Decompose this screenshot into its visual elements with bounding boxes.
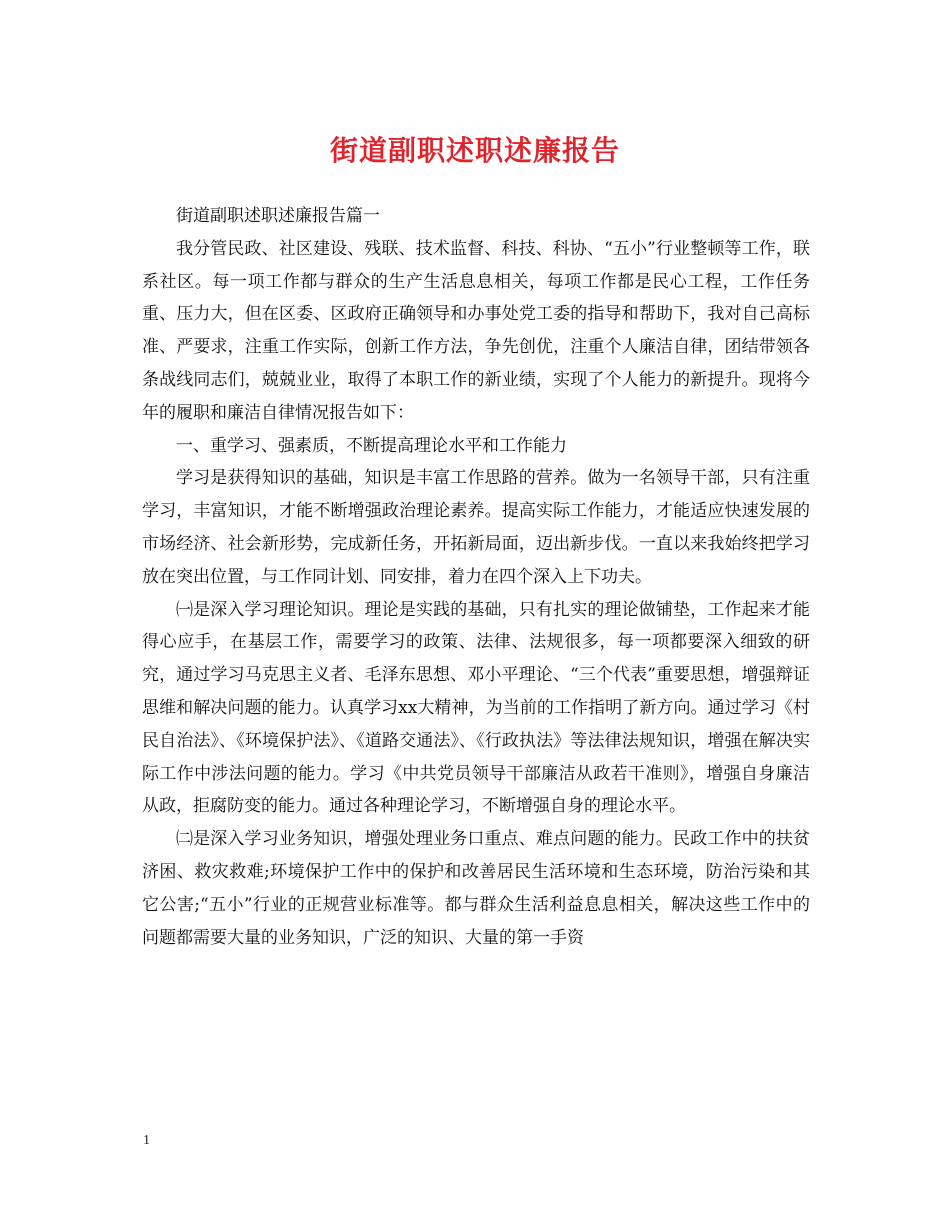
section-heading-study: 一、重学习、强素质，不断提高理论水平和工作能力: [176, 435, 567, 456]
theory-study-paragraph: ㈠是深入学习理论知识。理论是实践的基础，只有扎实的理论做铺垫，工作起来才能得心应手，在基层工作，需要学习的政策、法律、法规很多，每一项都要深入细致的研究，通过学习马克思主义者、毛泽东思想、邓小平理论、“三个代表”重要思想，增强辩证思维和解决问题的能力。认真学习xx大精神，为当前的工作指明了新方向。通过学习《村民自治法》、《环境保护法》、《道路交通法》、《行政执法》等法律法规知识，增强在解决实际工作中涉法问题的能力。学习《中共党员领导干部廉洁从政若干准则》，增强自身廉洁从政，拒腐防变的能力。通过各种理论学习，不断增强自身的理论水平。: [142, 599, 810, 817]
business-study-paragraph: ㈡是深入学习业务知识，增强处理业务口重点、难点问题的能力。民政工作中的扶贫济困、救灾救难;环境保护工作中的保护和改善居民生活环境和生态环境，防治污染和其它公害;“五小”行业的正规营业标准等。都与群众生活利益息息相关，解决这些工作中的问题都需要大量的业务知识，广泛的知识、大量的第一手资: [142, 829, 810, 948]
document-body: [142, 200, 810, 954]
section-heading-part-one: 街道副职述职述廉报告篇一: [176, 206, 380, 226]
page-title: 街道副职述职述廉报告: [329, 134, 620, 167]
page-number: 1: [143, 1133, 150, 1148]
intro-paragraph: 我分管民政、社区建设、残联、技术监督、科技、科协、“五小”行业整顿等工作，联系社区。每一项工作都与群众的生产生活息息相关，每项工作都是民心工程，工作任务重、压力大，但在区委、区政府正确领导和办事处党工委的指导和帮助下，我对自己高标准、严要求，注重工作实际，创新工作方法，争先创优，注重个人廉洁自律，团结带领各条战线同志们，兢兢业业，取得了本职工作的新业绩，实现了个人能力的新提升。现将今年的履职和廉洁自律情况报告如下：: [142, 238, 810, 423]
study-paragraph: 学习是获得知识的基础，知识是丰富工作思路的营养。做为一名领导干部，只有注重学习，丰富知识，才能不断增强政治理论素养。提高实际工作能力，才能适应快速发展的市场经济、社会新形势，完成新任务，开拓新局面，迈出新步伐。一直以来我始终把学习放在突出位置，与工作同计划、同安排，着力在四个深入上下功夫。: [142, 468, 810, 587]
